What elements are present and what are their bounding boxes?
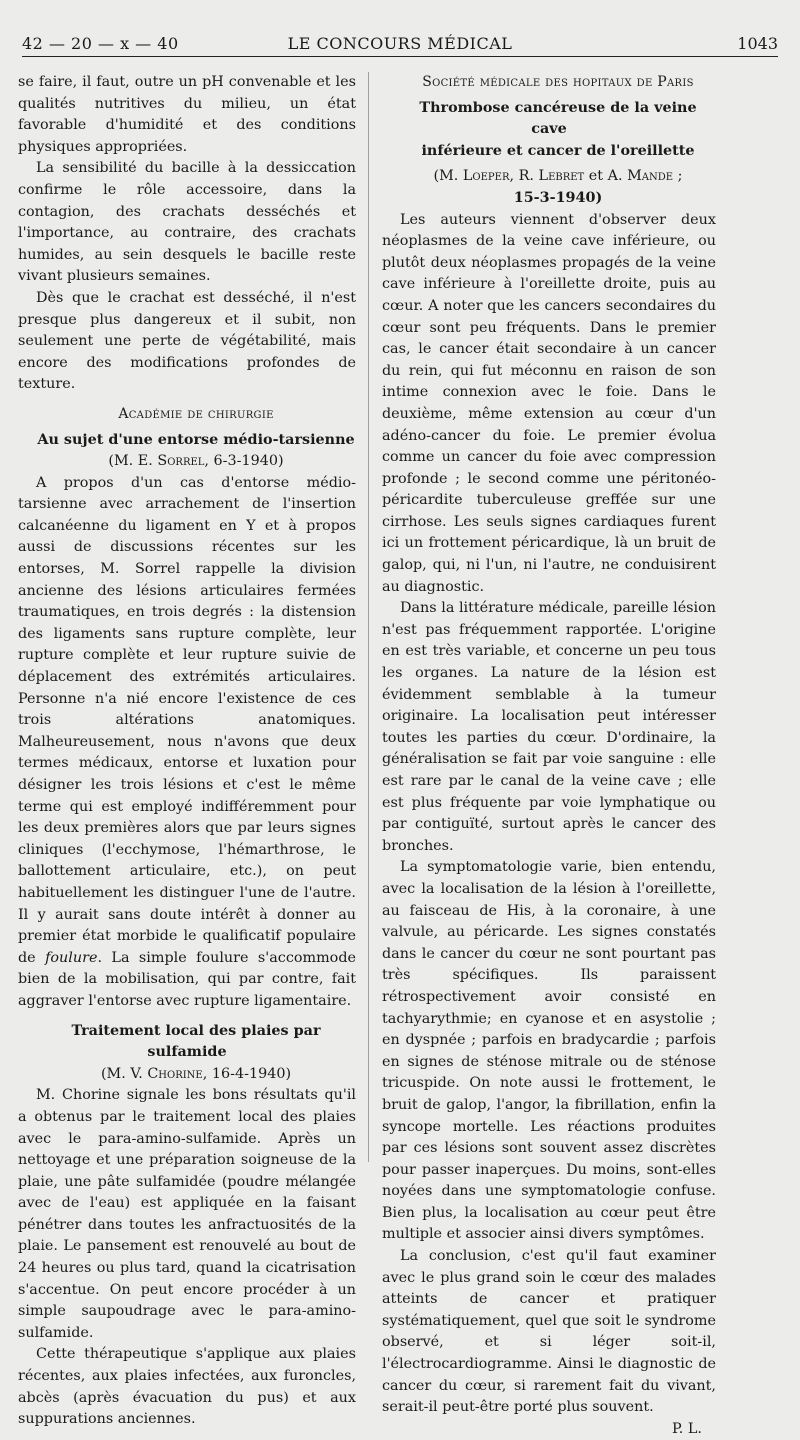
author-signature: P. L.	[672, 1420, 702, 1437]
left-column	[18, 72, 356, 1431]
paragraph: Les auteurs viennent d'observer deux néoplasmes de la veine cave inférieure, ou plutôt deux néoplasmes propagés de la veine cave inférieure à l'oreillette droite, puis au cœur. A noter que les cancers secondaires du cœur sont peu fréquents. Dans le premier cas, le cancer était secondaire à un cancer du rein, qui fut méconnu en raison de son intime connexion avec le foie. Dans le deuxième, même extension au cœur d'un adéno-cancer du foie. Le premier évolua comme un cancer du foie avec compression profonde ; le second comme une péritonéo-péricardite tuberculeuse greffée sur une cirrhose. Les seuls signes cardiaques furent ici un frottement péricardique, là un bruit de galop, qui, ni l'un, ni l'autre, ne conduisirent au diagnostic.	[382, 211, 716, 595]
paragraph: La conclusion, c'est qu'il faut examiner avec le plus grand soin le cœur des malades atteints de cancer et pratiquer systématiquement, quel que soit le syndrome observé, et si léger soit-il, l'électrocardiogramme. Ainsi le diagnostic de cancer du cœur, si rarement fait du vivant, serait-il peut-être porté plus souvent.	[382, 1248, 716, 1416]
article-title-line: Thrombose cancéreuse de la veine cave	[419, 99, 697, 138]
article-title-line: inférieure et cancer de l'oreillette	[421, 142, 695, 159]
paragraph: se faire, il faut, outre un pH convenable et les qualités nutritives du milieu, un état favorable d'humidité et des conditions physiques appropriées.	[18, 74, 356, 155]
running-header	[22, 30, 778, 57]
issue-date: 42 — 20 — x — 40	[22, 34, 179, 53]
paragraph: M. Chorine signale les bons résultats qu'il a obtenus par le traitement local des plaies avec le para-amino-sulfamide. Après un nettoyage et une préparation soigneuse de la plaie, une pâte sulfamidée (poudre mélangée avec de l'eau) est appliquée en la faisant pénétrer dans toutes les anfractuosités de la plaie. Le pansement est renouvelé au bout de 24 heures ou plus tard, quand la cicatrisation s'accentue. On peut encore procéder à un simple saupoudrage avec le para-amino-sulfamide.	[18, 1087, 356, 1341]
page-number: 1043	[737, 34, 778, 53]
society-heading: Société médicale des hopitaux de Paris	[422, 74, 694, 90]
article-date: 15-3-1940)	[513, 189, 603, 206]
paragraph: Dès que le crachat est desséché, il n'est presque plus dangereux et il subit, non seulement une perte de végétabilité, mais encore des modifications profondes de texture.	[18, 289, 356, 393]
column-divider	[368, 72, 369, 1162]
paragraph: Cette thérapeutique s'applique aux plaies récentes, aux plaies infectées, aux furoncles, abcès (après évacuation du pus) et aux suppurations anciennes.	[18, 1346, 356, 1428]
paragraph: La sensibilité du bacille à la dessiccation confirme le rôle accessoire, dans la contagion, des crachats desséchés et l'importance, au contraire, des crachats humides, au sein desquels le bacille reste vivant plusieurs semaines.	[18, 160, 356, 285]
article-title: Traitement local des plaies par sulfamide	[71, 1022, 321, 1061]
article-reference: (M. V. Chorine, 16-4-1940)	[100, 1065, 292, 1082]
article-reference: (M. E. Sorrel, 6-3-1940)	[108, 453, 284, 470]
paragraph: La symptomatologie varie, bien entendu, avec la localisation de la lésion à l'oreillette, au faisceau de His, à la coronaire, à une valvule, au péricarde. Les signes constatés dans le cancer du cœur ne sont pourtant pas très spécifiques. Ils paraissent rétrospectivement avoir consisté en tachyarythmie; en cyanose et en asystolie ; en dyspnée ; parfois en bradycardie ; parfois en signes de sténose mitrale ou de sténose tricuspide. On note aussi le frottement, le bruit de galop, l'angor, la fibrillation, enfin la syncope mortelle. Les réactions produites par ces lésions sont souvent assez discrètes pour passer inaperçues. Du moins, sont-elles noyées dans une symptomatologie confuse. Bien plus, la localisation au cœur peut être multiple et associer ainsi divers symptômes.	[382, 859, 716, 1243]
right-column	[382, 72, 716, 1440]
article-title: Au sujet d'une entorse médio-tarsienne	[37, 431, 355, 448]
paragraph: Dans la littérature médicale, pareille lésion n'est pas fréquemment rapportée. L'origine en est très variable, et concerne un peu tous les organes. La nature de la lésion est évidemment semblable à la tumeur originaire. La localisation peut intéresser toutes les parties du cœur. D'ordinaire, la généralisation se fait par voie sanguine : elle est rare par le canal de la veine cave ; elle est plus fréquente par voie lymphatique ou par contiguïté, surtout après le cancer des bronches.	[382, 600, 716, 854]
article-reference: (M. Loeper, R. Lebret et A. Mande ;	[433, 168, 683, 185]
journal-title: LE CONCOURS MÉDICAL	[287, 34, 513, 53]
society-heading: Académie de chirurgie	[118, 405, 274, 422]
paragraph: A propos d'un cas d'entorse médio-tarsienne avec arrachement de l'insertion calcanéenne du ligament en Y et à propos aussi de discussions récentes sur les entorses, M. Sorrel rappelle la division ancienne des lésions articulaires fermées traumatiques, en trois degrés : la distension des ligaments sans rupture complète, leur rupture complète et leur rupture suivie de déplacement des extrémités articulaires. Personne n'a nié encore l'existence de ces trois altérations anatomiques. Malheureusement, nous n'avons que deux termes médicaux, entorse et luxation pour désigner les trois lésions et c'est le même terme qui est employé indifféremment pour les deux premières alors que par leurs signes cliniques (l'ecchymose, l'hémarthrose, le ballottement articulaire, etc.), on peut habituellement les distinguer l'une de l'autre. Il y aurait sans doute intérêt à donner au premier état morbide le qualificatif populaire de foulure. La simple foulure s'accommode bien de la mobilisation, qui par contre, fait aggraver l'entorse avec rupture ligamentaire.	[18, 474, 356, 1009]
